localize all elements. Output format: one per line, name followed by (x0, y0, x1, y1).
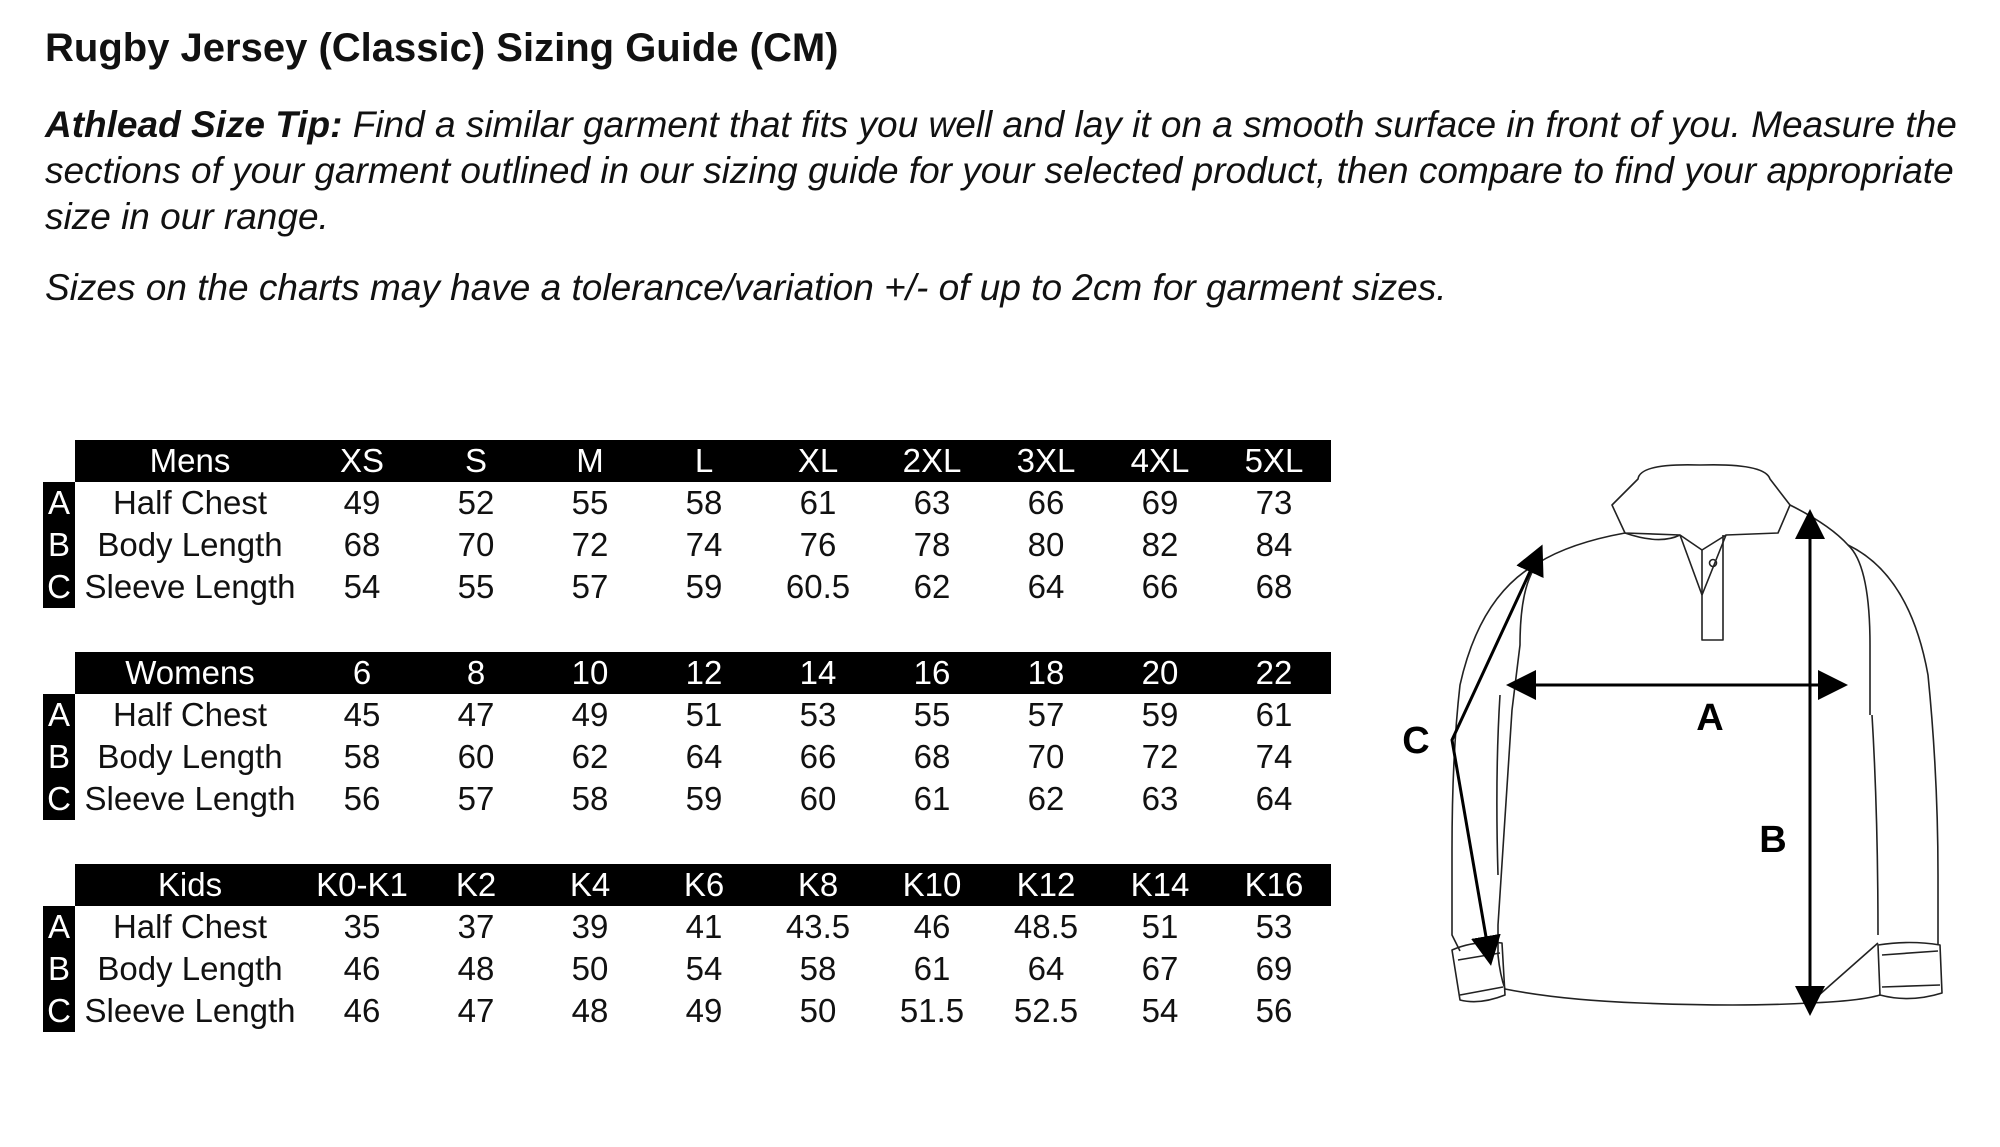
header-spacer (43, 440, 75, 482)
measurement-value: 59 (685, 780, 723, 817)
measurement-value: 76 (799, 526, 837, 563)
table-row (43, 566, 1331, 608)
measurement-value: 49 (343, 484, 381, 521)
measurement-value: 47 (457, 696, 495, 733)
size-tip-text: Find a similar garment that fits you well and lay it on a smooth surface in front of you. Measure the sections of your garment outlined in our sizing guide for your selected product, then compare to find your appropriate size in our range. (45, 104, 1957, 237)
measurement-value: 64 (1255, 780, 1293, 817)
size-header: 10 (533, 652, 647, 694)
measurement-value: 39 (571, 908, 609, 945)
measurement-value: 66 (1141, 568, 1179, 605)
measurement-value: 55 (457, 568, 495, 605)
size-tip (45, 102, 1975, 240)
measurement-letter: C (43, 990, 75, 1032)
measurement-value: 68 (1255, 568, 1293, 605)
measurement-value: 46 (913, 908, 951, 945)
measurement-value: 56 (343, 780, 381, 817)
mens-size-table (43, 440, 1331, 608)
measurement-value: 80 (1027, 526, 1065, 563)
measurement-value: 45 (343, 696, 381, 733)
size-header: K8 (761, 864, 875, 906)
measurement-value: 61 (913, 950, 951, 987)
measurement-label: Half Chest (112, 696, 268, 733)
table-row (43, 524, 1331, 566)
measurement-value: 59 (1141, 696, 1179, 733)
measurement-value: 48 (457, 950, 495, 987)
measurement-letter: C (43, 778, 75, 820)
measurement-letter: C (43, 566, 75, 608)
measurement-value: 46 (343, 992, 381, 1029)
size-header: 12 (647, 652, 761, 694)
table-row (43, 990, 1331, 1032)
table-category-header: Kids (75, 864, 305, 906)
measurement-value: 74 (1255, 738, 1293, 775)
size-header: 14 (761, 652, 875, 694)
size-header: K0-K1 (305, 864, 419, 906)
size-header: 16 (875, 652, 989, 694)
measurement-value: 61 (1255, 696, 1293, 733)
size-header: 20 (1103, 652, 1217, 694)
header-spacer (43, 864, 75, 906)
measurement-value: 51 (685, 696, 723, 733)
measurement-value: 64 (685, 738, 723, 775)
measurement-label: Sleeve Length (84, 568, 296, 605)
measurement-letter: A (43, 482, 75, 524)
measurement-value: 63 (913, 484, 951, 521)
measurement-value: 50 (799, 992, 837, 1029)
measurement-value: 70 (1027, 738, 1065, 775)
measurement-label: Sleeve Length (84, 992, 296, 1029)
measurement-value: 41 (685, 908, 723, 945)
measurement-value: 74 (685, 526, 723, 563)
measurement-value: 58 (343, 738, 381, 775)
measurement-value: 60 (799, 780, 837, 817)
measurement-value: 60.5 (785, 568, 851, 605)
size-header: 5XL (1217, 440, 1331, 482)
measurement-value: 58 (685, 484, 723, 521)
measurement-value: 56 (1255, 992, 1293, 1029)
measurement-value: 69 (1255, 950, 1293, 987)
measurement-value: 54 (685, 950, 723, 987)
measurement-label: Half Chest (112, 484, 268, 521)
table-category-header: Womens (75, 652, 305, 694)
measurement-value: 70 (457, 526, 495, 563)
table-row (43, 778, 1331, 820)
size-header: K14 (1103, 864, 1217, 906)
measurement-value: 49 (685, 992, 723, 1029)
measurement-letter: A (43, 906, 75, 948)
measurement-value: 69 (1141, 484, 1179, 521)
measurement-value: 47 (457, 992, 495, 1029)
measurement-value: 64 (1027, 950, 1065, 987)
table-header-row (43, 440, 1331, 482)
measurement-value: 72 (1141, 738, 1179, 775)
tolerance-note: Sizes on the charts may have a tolerance/variation +/- of up to 2cm for garment sizes. (45, 267, 1447, 308)
table-row (43, 736, 1331, 778)
size-header: 6 (305, 652, 419, 694)
measurement-value: 73 (1255, 484, 1293, 521)
measurement-value: 55 (571, 484, 609, 521)
size-header: K6 (647, 864, 761, 906)
measurement-value: 57 (571, 568, 609, 605)
measurement-value: 37 (457, 908, 495, 945)
measurement-value: 43.5 (785, 908, 851, 945)
size-header: XL (761, 440, 875, 482)
measurement-value: 78 (913, 526, 951, 563)
measurement-value: 48 (571, 992, 609, 1029)
measurement-value: 72 (571, 526, 609, 563)
size-header: L (647, 440, 761, 482)
table-row (43, 948, 1331, 990)
measurement-value: 53 (799, 696, 837, 733)
label-c: C (1402, 720, 1430, 762)
measurement-value: 58 (799, 950, 837, 987)
measurement-value: 61 (799, 484, 837, 521)
measurement-label: Body Length (97, 526, 283, 563)
measurement-value: 66 (799, 738, 837, 775)
measurement-letter: B (43, 948, 75, 990)
measurement-value: 49 (571, 696, 609, 733)
measurement-value: 62 (913, 568, 951, 605)
table-header-row (43, 652, 1331, 694)
table-header-row (43, 864, 1331, 906)
measurement-value: 35 (343, 908, 381, 945)
table-category-header: Mens (75, 440, 305, 482)
table-row (43, 694, 1331, 736)
measurement-label: Body Length (97, 738, 283, 775)
size-header: 22 (1217, 652, 1331, 694)
label-a: A (1696, 697, 1724, 739)
measurement-value: 48.5 (1013, 908, 1079, 945)
size-header: K2 (419, 864, 533, 906)
measurement-value: 64 (1027, 568, 1065, 605)
measurement-value: 84 (1255, 526, 1293, 563)
measurement-letter: B (43, 736, 75, 778)
measurement-value: 58 (571, 780, 609, 817)
measurement-label: Half Chest (112, 908, 268, 945)
measurement-value: 67 (1141, 950, 1179, 987)
size-header: 18 (989, 652, 1103, 694)
size-tip-label: Athlead Size Tip: (45, 104, 343, 145)
measurement-value: 68 (913, 738, 951, 775)
measurement-label: Body Length (97, 950, 283, 987)
size-header: K10 (875, 864, 989, 906)
measurement-value: 61 (913, 780, 951, 817)
label-b: B (1759, 819, 1787, 861)
kids-size-table (43, 864, 1331, 1032)
measurement-letter: B (43, 524, 75, 566)
size-header: K16 (1217, 864, 1331, 906)
measurement-value: 68 (343, 526, 381, 563)
measurement-value: 50 (571, 950, 609, 987)
measurement-value: 52 (457, 484, 495, 521)
measurement-value: 46 (343, 950, 381, 987)
size-header: XS (305, 440, 419, 482)
measurement-value: 57 (1027, 696, 1065, 733)
measurement-value: 62 (1027, 780, 1065, 817)
measurement-value: 60 (457, 738, 495, 775)
womens-size-table (43, 652, 1331, 820)
size-header: S (419, 440, 533, 482)
measurement-value: 82 (1141, 526, 1179, 563)
measurement-value: 52.5 (1013, 992, 1079, 1029)
size-header: M (533, 440, 647, 482)
measurement-value: 54 (1141, 992, 1179, 1029)
page-title: Rugby Jersey (Classic) Sizing Guide (CM) (45, 26, 839, 70)
measurement-value: 54 (343, 568, 381, 605)
size-header: K12 (989, 864, 1103, 906)
measurement-label: Sleeve Length (84, 780, 296, 817)
measurement-value: 63 (1141, 780, 1179, 817)
measurement-value: 59 (685, 568, 723, 605)
measurement-value: 51 (1141, 908, 1179, 945)
measurement-value: 57 (457, 780, 495, 817)
measurement-value: 66 (1027, 484, 1065, 521)
measurement-value: 55 (913, 696, 951, 733)
header-spacer (43, 652, 75, 694)
size-header: 2XL (875, 440, 989, 482)
measurement-value: 51.5 (899, 992, 965, 1029)
size-header: 3XL (989, 440, 1103, 482)
jersey-measurement-diagram (1380, 455, 1970, 1030)
size-header: K4 (533, 864, 647, 906)
table-row (43, 906, 1331, 948)
size-header: 8 (419, 652, 533, 694)
measurement-value: 62 (571, 738, 609, 775)
measurement-letter: A (43, 694, 75, 736)
table-row (43, 482, 1331, 524)
size-header: 4XL (1103, 440, 1217, 482)
measurement-value: 53 (1255, 908, 1293, 945)
sleeve-length-arrow (1452, 550, 1540, 960)
